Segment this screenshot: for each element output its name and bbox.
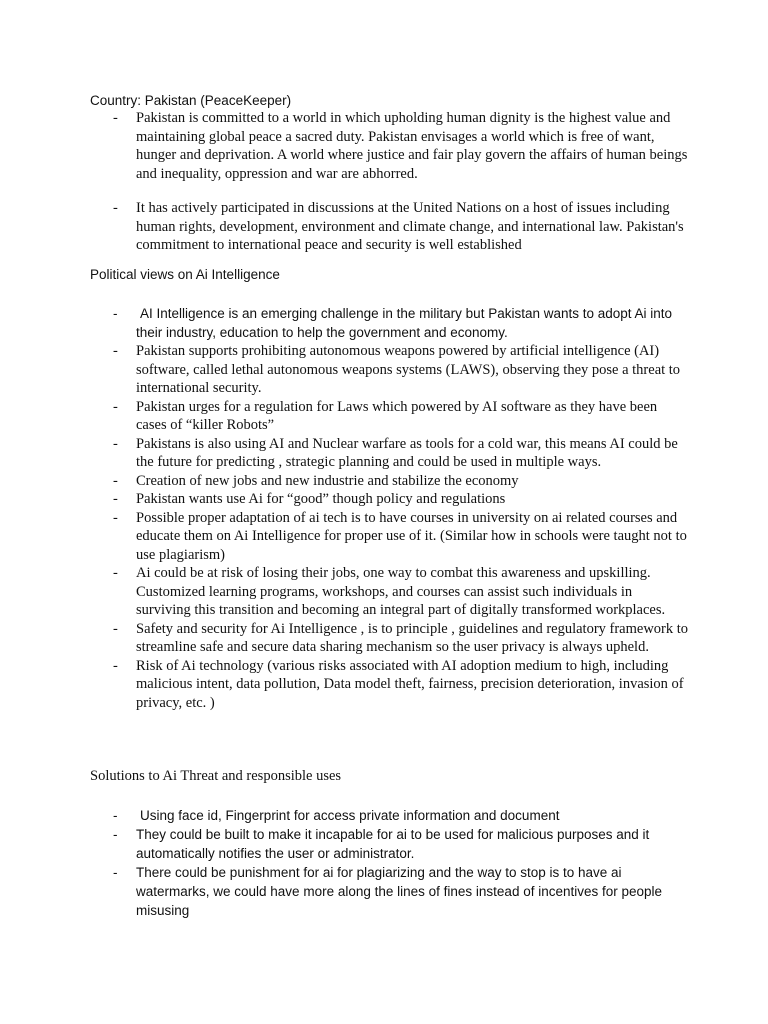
list-item [90, 472, 690, 491]
bullet-dash: - [113, 200, 118, 216]
list-item-text: Pakistans is also using AI and Nuclear warfare as tools for a cold war, this means AI could be the future for predicting , strategic planning and could be used in multiple ways. [136, 435, 678, 470]
bullet-dash: - [113, 472, 118, 489]
list-item-text: Possible proper adaptation of ai tech is to have courses in university on ai related courses and educate them on Ai Intelligence for proper use of it. (Similar how in schools were taught not to use plagiarism) [136, 509, 687, 563]
bullet-dash: - [113, 509, 118, 526]
section-heading-political-views: Political views on Ai Intelligence [90, 267, 280, 282]
list-item-text: Pakistan urges for a regulation for Laws which powered by AI software as they have been cases of “killer Robots” [136, 398, 658, 433]
list-item [90, 806, 690, 825]
bullet-dash: - [113, 398, 118, 415]
bullet-dash: - [113, 827, 118, 842]
list-item [90, 657, 690, 713]
list-item-text: There could be punishment for ai for plagiarizing and the way to stop is to have ai watermarks, we could have more along the lines of fines instead of incentives for people misusing [136, 865, 663, 918]
list-item-text: Ai could be at risk of losing their jobs, one way to combat this awareness and upskilling. Customized learning programs, workshops, and courses can assist such individuals in surviving this transition and becoming an integral part of digitally transformed workplaces. [136, 565, 666, 618]
list-item [90, 564, 690, 620]
political-views-first-item [90, 304, 690, 342]
bullet-dash: - [113, 343, 118, 359]
list-item-text: It has actively participated in discussions at the United Nations on a host of issues including human rights, development, environment and climate change, and international law. Pakistan's commitment to international peace and security is well established [136, 200, 684, 253]
list-item [90, 199, 690, 255]
list-item-text: Safety and security for Ai Intelligence , is to principle , guidelines and regulatory framework to streamline safe and secure data sharing mechanism so the user privacy is always upheld. [136, 620, 689, 655]
political-views-bullet-list [90, 342, 690, 712]
list-item-text: AI Intelligence is an emerging challenge in the military but Pakistan wants to adopt Ai into their industry, education to help the government and economy. [136, 306, 673, 340]
list-item [90, 825, 690, 863]
list-item-text: Pakistan wants use Ai for “good” though policy and regulations [136, 491, 506, 507]
list-item [90, 620, 690, 657]
bullet-dash: - [113, 491, 118, 507]
bullet-dash: - [113, 808, 118, 823]
country-bullet-list [90, 109, 690, 255]
bullet-dash: - [113, 620, 118, 637]
list-item-text: Pakistan supports prohibiting autonomous weapons powered by artificial intelligence (AI) software, called lethal autonomous weapons systems (LAWS), observing they pose a threat to international security. [136, 343, 681, 396]
list-item [90, 109, 690, 183]
list-item [90, 490, 690, 509]
list-item-text: Pakistan is committed to a world in which upholding human dignity is the highest value and maintaining global peace a sacred duty. Pakistan envisages a world which is free of want, hunger and deprivation. A world where justice and fair play govern the affairs of human beings and inequality, oppression and war are abhorred. [136, 110, 688, 182]
bullet-dash: - [113, 657, 118, 674]
list-item [90, 435, 690, 472]
list-item [90, 509, 690, 565]
list-item-text: Using face id, Fingerprint for access private information and document [140, 808, 560, 823]
section-heading-solutions: Solutions to Ai Threat and responsible uses [90, 768, 342, 784]
bullet-dash: - [113, 435, 118, 452]
list-item-text: Creation of new jobs and new industrie and stabilize the economy [136, 472, 519, 489]
list-item [90, 304, 690, 342]
section-heading-country: Country: Pakistan (PeaceKeeper) [90, 93, 292, 108]
solutions-bullet-list [90, 806, 690, 920]
bullet-dash: - [113, 565, 118, 581]
bullet-dash: - [113, 306, 118, 321]
list-item-text: Risk of Ai technology (various risks associated with AI adoption medium to high, including malicious intent, data pollution, Data model theft, fairness, precision deterioration, invasion of privacy, etc. ) [136, 657, 684, 711]
list-item [90, 342, 690, 398]
bullet-dash: - [113, 865, 118, 880]
list-item [90, 398, 690, 435]
list-item [90, 863, 690, 920]
bullet-dash: - [113, 110, 118, 126]
list-item-text: They could be built to make it incapable for ai to be used for malicious purposes and it automatically notifies the user or administrator. [136, 827, 650, 861]
